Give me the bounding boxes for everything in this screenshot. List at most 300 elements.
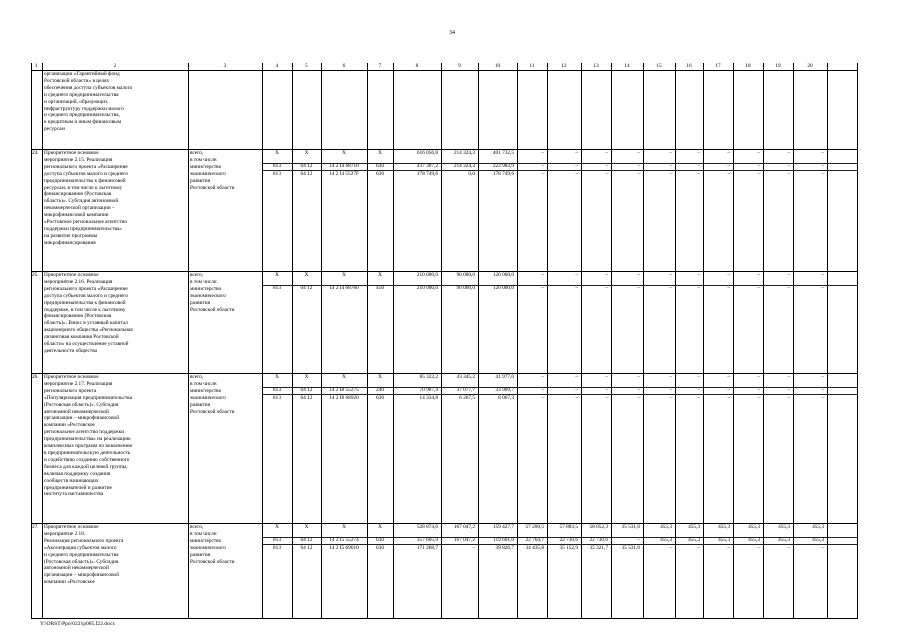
cell-col-11: – — [541, 374, 544, 380]
cell-col-11: 34 435,8 — [525, 545, 544, 551]
cell-col-8: 171 268,7 — [416, 545, 438, 551]
description-line: автономной некоммерческой — [44, 408, 109, 415]
cell-col-15: – — [669, 272, 672, 278]
cell-col-6: X — [342, 150, 346, 156]
description-line: Приоритетное основное — [44, 150, 99, 156]
column-header: 16 — [686, 63, 692, 69]
cell-col-20: – — [821, 374, 824, 380]
cell-col-5: 04 12 — [300, 285, 313, 291]
column-header: 10 — [494, 63, 501, 69]
column-border — [547, 63, 548, 618]
cell-col-18: 455,3 — [748, 524, 760, 530]
cell-col-12: – — [575, 395, 578, 401]
row-number: 27. — [32, 524, 39, 530]
cell-col-7: X — [378, 150, 382, 156]
cell-col-20: – — [821, 171, 824, 177]
cell-col-6: 14 2 I4 68760 — [329, 285, 359, 291]
column-header: 3 — [223, 63, 227, 69]
executor-line: всего, — [190, 272, 204, 278]
cell-col-19: – — [787, 163, 790, 169]
column-header: 11 — [529, 63, 535, 69]
cell-col-16: 455,3 — [688, 524, 700, 530]
executor-line: министерство — [190, 285, 222, 292]
column-header: 18 — [745, 63, 751, 69]
cell-col-6: 14 2 I4 5527F — [329, 171, 359, 177]
cell-col-14: – — [637, 537, 640, 543]
description-line: финансированию (Ростовская — [44, 191, 112, 198]
description-line: доступа субъектов малого и среднего — [44, 170, 128, 177]
column-border — [262, 63, 263, 618]
description-line: предпринимательства к финансовой — [44, 299, 126, 306]
cell-col-18: – — [757, 171, 760, 177]
cell-col-20: – — [821, 163, 824, 169]
column-header: 6 — [342, 63, 346, 69]
description-line: лизинговая компания Ростовской — [44, 334, 119, 341]
cell-col-8: 357 605,9 — [416, 537, 438, 543]
cell-col-13: – — [605, 272, 608, 278]
cell-col-19: – — [787, 150, 790, 156]
cell-col-4: 813 — [273, 545, 281, 551]
description-line: комплексных программ по вовлечению — [44, 443, 133, 450]
cell-col-6: 14 2 I8 55275 — [329, 387, 359, 393]
cell-col-14: – — [637, 272, 640, 278]
column-border — [703, 63, 704, 618]
executor-line: Ростовской области — [190, 408, 235, 415]
cell-col-11: – — [541, 272, 544, 278]
cell-col-10: 120 000,0 — [492, 285, 514, 291]
description-line: мероприятие 2.18. — [44, 530, 86, 537]
cell-col-5: X — [304, 524, 309, 530]
description-line: поддержке, в том числе к льготному — [44, 306, 126, 313]
cell-col-4: 813 — [273, 163, 281, 169]
cell-col-12: – — [575, 387, 578, 393]
cell-col-17: – — [727, 545, 730, 551]
description-line: инфраструктуру поддержки малого — [44, 105, 124, 112]
description-line: «Популяризация предпринимательства — [44, 394, 132, 401]
cell-col-5: X — [304, 150, 309, 156]
cell-col-13: – — [605, 285, 608, 291]
cell-col-11: – — [541, 150, 544, 156]
description-line: сообществ начинающих — [44, 477, 99, 484]
cell-col-16: – — [697, 285, 700, 291]
cell-col-12: 22 730,6 — [559, 537, 578, 543]
cell-col-8: 210 000,0 — [416, 272, 438, 278]
cell-col-10: 8 067,3 — [498, 395, 514, 401]
cell-col-12: – — [575, 272, 578, 278]
cell-col-6: 14 2 I5 69010 — [329, 545, 359, 551]
cell-col-16: – — [697, 387, 700, 393]
cell-col-18: – — [757, 374, 760, 380]
cell-col-4: 813 — [273, 537, 281, 543]
cell-col-13: – — [605, 150, 608, 156]
column-border — [581, 63, 582, 618]
column-border — [517, 63, 518, 618]
description-line: регионального проекта — [44, 387, 97, 394]
header-border — [31, 70, 857, 71]
cell-col-19: – — [787, 387, 790, 393]
column-header: 4 — [275, 63, 279, 69]
row-number: 25. — [32, 272, 39, 278]
cell-col-9: 167 047,2 — [453, 524, 475, 530]
cell-col-19: – — [787, 272, 790, 278]
description-line: и содействию созданию собственного — [44, 456, 130, 463]
cell-col-11: 22 764,7 — [525, 537, 544, 543]
row-executor — [190, 374, 234, 415]
cell-col-19: – — [787, 545, 790, 551]
description-line: (Ростовская область)». Субсидия — [44, 401, 119, 408]
cell-col-4: 813 — [273, 171, 281, 177]
cell-col-18: – — [757, 163, 760, 169]
description-line: бизнеса для каждой целевой группы, — [44, 463, 128, 470]
cell-col-12: – — [575, 171, 578, 177]
cell-col-9: 0,0 — [468, 171, 475, 177]
cell-col-8: 210 000,0 — [416, 285, 438, 291]
cell-col-11: – — [541, 285, 544, 291]
executor-line: Ростовской области — [190, 558, 235, 565]
cell-col-19: – — [787, 285, 790, 291]
description-line: и среднего предпринимательства, — [44, 112, 120, 119]
cell-col-13: – — [605, 395, 608, 401]
column-border — [793, 63, 794, 618]
cell-col-20: – — [821, 387, 824, 393]
description-line: Приоритетное основное — [44, 374, 99, 380]
cell-col-6: X — [342, 524, 346, 530]
executor-line: министерство — [190, 537, 222, 544]
executor-line: экономического — [190, 292, 226, 299]
cell-col-16: – — [697, 395, 700, 401]
description-line: в предпринимательскую деятельность — [44, 449, 131, 456]
cell-col-14: – — [637, 163, 640, 169]
description-line: организации – микрофинансовой — [44, 415, 120, 422]
description-line: мероприятие 2.17. Реализация — [44, 380, 113, 387]
executor-line: развития — [190, 299, 211, 306]
description-line: обеспечения доступа субъектов малого — [44, 84, 133, 91]
cell-col-15: – — [669, 387, 672, 393]
description-line: автономной некоммерческой — [44, 565, 109, 572]
cell-col-8: 528 874,6 — [416, 524, 438, 530]
description-line: компании «Ростовское — [44, 579, 95, 586]
column-border — [393, 63, 394, 618]
cell-col-19: – — [787, 374, 790, 380]
cell-col-8: 178 749,6 — [416, 171, 438, 177]
column-border — [321, 63, 322, 618]
executor-line: в том числе: — [190, 530, 218, 537]
cell-col-17: – — [727, 387, 730, 393]
row-description — [44, 150, 128, 247]
cell-col-8: 14 334,8 — [419, 395, 438, 401]
cell-col-16: – — [697, 150, 700, 156]
cell-col-18: – — [757, 272, 760, 278]
cell-col-20: – — [821, 285, 824, 291]
description-line: предпринимателей и развитие — [44, 484, 112, 491]
executor-line: всего, — [190, 524, 204, 530]
cell-col-15: – — [669, 171, 672, 177]
cell-col-7: X — [378, 524, 382, 530]
description-line: финансированию (Ростовская — [44, 313, 112, 320]
cell-col-12: – — [575, 374, 578, 380]
cell-col-20: 455,3 — [812, 537, 824, 543]
description-line: область)». Субсидия автономной — [44, 198, 119, 205]
cell-col-16: – — [697, 545, 700, 551]
executor-line: развития — [190, 401, 211, 408]
description-line: ресурсам — [44, 126, 65, 133]
executor-line: в том числе: — [190, 156, 218, 163]
description-line: компании «Ростовское — [44, 422, 95, 429]
description-line: Реализация регионального проекта — [44, 537, 124, 544]
executor-line: развития — [190, 177, 211, 184]
cell-col-12: 35 152,9 — [559, 545, 578, 551]
cell-col-19: 455,3 — [778, 524, 790, 530]
cell-col-17: – — [727, 163, 730, 169]
cell-col-10: 41 977,0 — [495, 374, 514, 380]
description-line: «Ростовское региональное агентство — [44, 219, 127, 226]
description-line: Ростовской области» в целях — [44, 77, 110, 84]
column-header: 20 — [807, 63, 813, 69]
cell-col-19: – — [787, 395, 790, 401]
description-line: предпринимательства к финансовой — [44, 177, 126, 184]
cell-col-10: 39 826,7 — [495, 545, 514, 551]
cell-col-14: 35 531,6 — [621, 524, 640, 530]
cell-col-18: – — [757, 395, 760, 401]
cell-col-5: 04 12 — [300, 395, 313, 401]
description-line: Приоритетное основное — [44, 272, 99, 278]
executor-line: министерство — [190, 163, 222, 170]
column-header: 1 — [35, 63, 38, 69]
cell-col-17: – — [727, 150, 730, 156]
cell-col-6: 14 2 I8 68920 — [329, 395, 359, 401]
cell-col-14: – — [637, 285, 640, 291]
executor-line: Ростовской области — [190, 306, 235, 313]
executor-line: в том числе: — [190, 380, 218, 387]
cell-col-10: 178 749,6 — [492, 171, 514, 177]
executor-line: Ростовской области — [190, 184, 235, 191]
cell-col-5: 04 12 — [300, 537, 313, 543]
cell-col-14: – — [637, 150, 640, 156]
cell-col-18: 455,3 — [748, 537, 760, 543]
description-line: к кредитным и иным финансовым — [44, 119, 122, 126]
cell-col-13: – — [605, 387, 608, 393]
cell-col-9: 90 000,0 — [456, 272, 475, 278]
cell-col-4: X — [275, 272, 279, 278]
cell-col-11: 57 200,5 — [525, 524, 544, 530]
cell-col-7: 630 — [376, 163, 384, 169]
cell-col-5: X — [304, 374, 309, 380]
cell-col-13: – — [605, 374, 608, 380]
executor-line: всего, — [190, 150, 204, 156]
column-header: 17 — [715, 63, 721, 69]
column-border — [292, 63, 293, 618]
cell-col-8: 85 322,2 — [419, 374, 438, 380]
description-line: область)». Взнос в уставный капитал — [44, 320, 128, 327]
cell-col-15: 455,3 — [660, 537, 672, 543]
cell-col-14: 35 531,6 — [621, 545, 640, 551]
cell-col-10: 120 000,0 — [492, 272, 514, 278]
cell-col-6: X — [342, 272, 346, 278]
cell-col-17: – — [727, 272, 730, 278]
executor-line: экономического — [190, 394, 226, 401]
description-line: «Акселерация субъектов малого — [44, 544, 117, 551]
description-line: организации «Гарантийный фонд — [44, 71, 120, 77]
cell-col-16: – — [697, 171, 700, 177]
cell-col-13: – — [605, 171, 608, 177]
cell-col-16: – — [697, 163, 700, 169]
description-line: мероприятие 2.16. Реализация — [44, 278, 113, 285]
cell-col-13: 58 052,3 — [589, 524, 608, 530]
cell-col-13: 35 321,7 — [589, 545, 608, 551]
row-description — [44, 374, 132, 498]
description-line: Приоритетное основное — [44, 524, 99, 530]
cell-col-9: 214 324,3 — [453, 163, 475, 169]
description-line: организации – микрофинансовой — [44, 572, 120, 579]
cell-col-6: 14 2 I5 55274 — [329, 537, 359, 543]
cell-col-14: – — [637, 374, 640, 380]
cell-col-5: 04 12 — [300, 171, 313, 177]
cell-col-4: 813 — [273, 387, 281, 393]
cell-col-4: X — [275, 374, 279, 380]
description-line: института наставничества — [44, 491, 104, 498]
cell-col-11: – — [541, 395, 544, 401]
cell-col-12: – — [575, 285, 578, 291]
cell-col-18: – — [757, 285, 760, 291]
description-line: и среднего предпринимательства — [44, 91, 119, 98]
column-border — [42, 63, 43, 618]
row-description — [44, 524, 123, 586]
cell-col-16: – — [697, 272, 700, 278]
description-line: и организаций, образующих — [44, 98, 108, 105]
cell-col-7: 630 — [376, 545, 384, 551]
cell-col-16: 455,3 — [688, 537, 700, 543]
cell-col-17: – — [727, 171, 730, 177]
cell-col-18: – — [757, 545, 760, 551]
description-line: регионального проекта «Расширение — [44, 163, 128, 170]
description-line: деятельности общества — [44, 347, 97, 354]
executor-line: экономического — [190, 170, 226, 177]
cell-col-8: 616 056,8 — [416, 150, 438, 156]
cell-col-14: – — [637, 387, 640, 393]
column-border — [478, 63, 479, 618]
cell-col-10: 401 732,5 — [492, 150, 514, 156]
cell-col-4: X — [275, 524, 279, 530]
cell-col-14: – — [637, 395, 640, 401]
cell-col-9: 167 047,2 — [453, 537, 475, 543]
column-border — [611, 63, 612, 618]
cell-col-4: 813 — [273, 395, 281, 401]
description-line: и среднего предпринимательства — [44, 551, 119, 558]
executor-line: экономического — [190, 544, 226, 551]
cell-col-6: 14 2 I4 68710 — [329, 163, 359, 169]
column-header: 12 — [561, 63, 567, 69]
cell-col-19: 455,3 — [778, 537, 790, 543]
cell-col-17: 455,3 — [718, 537, 730, 543]
cell-col-5: X — [304, 272, 309, 278]
description-line: некоммерческой организации – — [44, 205, 115, 212]
column-header: 13 — [593, 63, 599, 69]
cell-col-12: – — [575, 163, 578, 169]
description-line: мероприятие 2.15. Реализация — [44, 156, 113, 163]
cell-col-6: X — [342, 374, 346, 380]
column-header: 19 — [775, 63, 781, 69]
cell-col-20: – — [821, 272, 824, 278]
cell-col-4: X — [275, 150, 279, 156]
cell-col-5: 04 12 — [300, 545, 313, 551]
cell-col-17: – — [727, 374, 730, 380]
column-header: 7 — [378, 63, 382, 69]
cell-col-13: – — [605, 163, 608, 169]
cell-col-12: – — [575, 150, 578, 156]
description-line: доступа субъектов малого и среднего — [44, 292, 128, 299]
column-border — [367, 63, 368, 618]
description-line: поддержки предпринимательства» — [44, 225, 122, 232]
cell-col-7: X — [378, 374, 382, 380]
cell-col-7: 630 — [376, 537, 384, 543]
row-executor — [190, 150, 234, 191]
page-number: 34 — [449, 30, 455, 36]
column-border — [733, 63, 734, 618]
cell-col-11: – — [541, 387, 544, 393]
cell-col-12: 57 883,5 — [559, 524, 578, 530]
cell-col-9: 6 267,5 — [459, 395, 475, 401]
description-line: на развитие программы — [44, 232, 98, 239]
cell-col-15: – — [669, 150, 672, 156]
cell-col-9: 43 345,2 — [456, 374, 475, 380]
cell-col-9: 37 077,7 — [456, 387, 475, 393]
description-line: (Ростовская область)». Субсидия — [44, 558, 119, 565]
cell-col-17: – — [727, 285, 730, 291]
cell-col-9: – — [472, 545, 475, 551]
executor-line: развития — [190, 551, 211, 558]
column-border — [188, 63, 189, 618]
column-header: 8 — [415, 63, 419, 69]
executor-line: всего, — [190, 374, 204, 380]
row-description — [44, 272, 133, 355]
cell-col-20: – — [821, 395, 824, 401]
column-border — [675, 63, 676, 618]
cell-col-8: 70 987,4 — [419, 387, 438, 393]
row-number: 26. — [32, 374, 39, 380]
cell-col-20: – — [821, 545, 824, 551]
cell-col-17: – — [727, 395, 730, 401]
cell-col-20: – — [821, 150, 824, 156]
row-executor — [190, 272, 234, 313]
cell-col-10: 159 427,7 — [492, 524, 514, 530]
column-header: 15 — [656, 63, 662, 69]
description-line: акционерного общества «Региональная — [44, 327, 133, 334]
continuation-description — [44, 71, 132, 133]
row-executor — [190, 524, 234, 565]
cell-col-10: 119 601,0 — [493, 537, 514, 543]
cell-col-8: 437 307,2 — [416, 163, 438, 169]
executor-line: министерство — [190, 387, 222, 394]
cell-col-9: 90 000,0 — [456, 285, 475, 291]
cell-col-7: 240 — [376, 387, 384, 393]
cell-col-14: – — [637, 171, 640, 177]
description-line: предпринимательства» на реализацию — [44, 436, 131, 443]
column-border — [763, 63, 764, 618]
cell-col-10: 33 909,7 — [495, 387, 514, 393]
description-line: ресурсам, в том числе к льготному — [44, 184, 123, 191]
footer-file-path: Y:\ORST\Ppo\0221p085.f22.docx — [40, 621, 115, 627]
cell-col-19: – — [787, 171, 790, 177]
cell-col-10: 222 982,9 — [492, 163, 514, 169]
cell-col-15: – — [669, 545, 672, 551]
cell-col-11: – — [541, 171, 544, 177]
cell-col-18: – — [757, 387, 760, 393]
cell-col-7: X — [378, 272, 382, 278]
description-line: включая поддержку создания — [44, 470, 111, 477]
column-border — [31, 63, 32, 618]
description-line: области» на осуществление уставной — [44, 341, 129, 348]
column-header: 9 — [458, 63, 461, 69]
